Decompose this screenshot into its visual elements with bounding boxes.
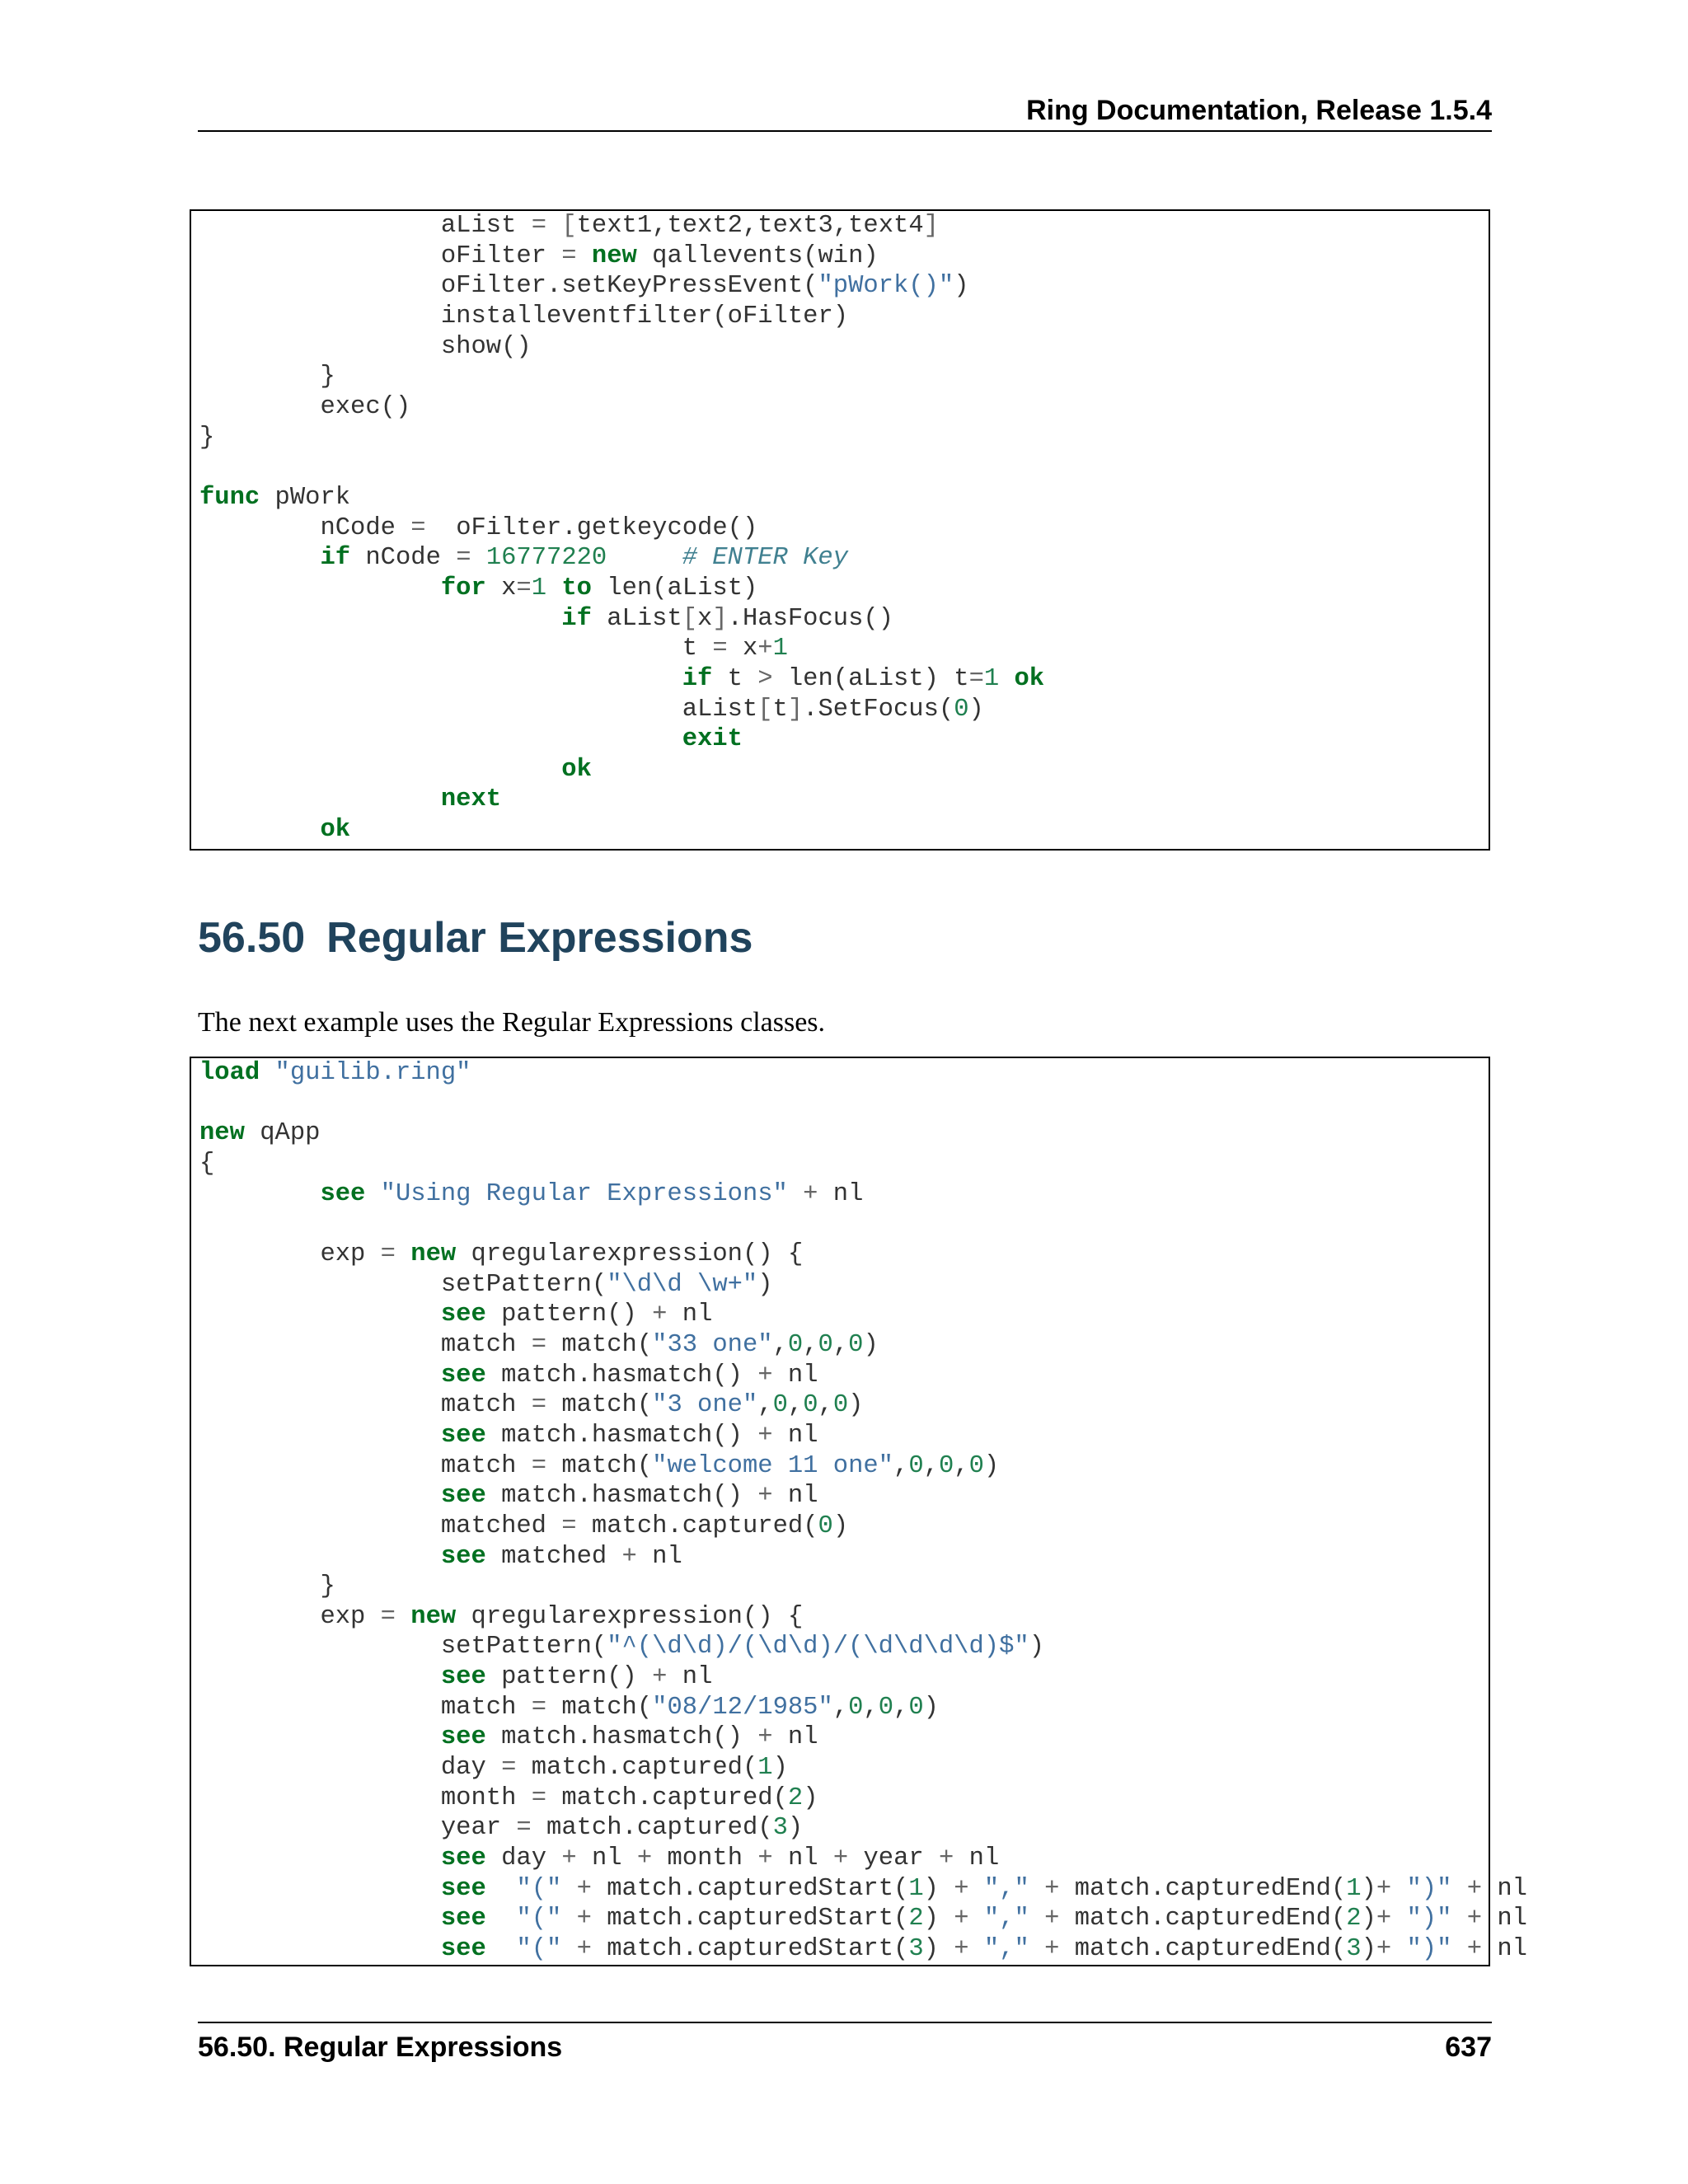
document-title: Ring Documentation, Release 1.5.4 xyxy=(1026,95,1492,126)
code-line: match = match("08/12/1985",0,0,0) xyxy=(440,1693,939,1722)
code-line: installeventfilter(oFilter) xyxy=(440,302,849,330)
code-line: load "guilib.ring" xyxy=(199,1059,471,1087)
section-title-text: Regular Expressions xyxy=(326,914,753,962)
code-line: show() xyxy=(440,332,532,361)
code-line: for x=1 to len(aList) xyxy=(440,574,758,602)
code-line: see "Using Regular Expressions" + nl xyxy=(320,1179,864,1208)
page-header xyxy=(198,91,1492,132)
code-block-2-content xyxy=(191,1058,1527,1965)
code-line: see match.hasmatch() + nl xyxy=(440,1421,818,1450)
code-line: see pattern() + nl xyxy=(440,1663,713,1692)
code-line: exp = new qregularexpression() { xyxy=(320,1602,804,1631)
code-line: } xyxy=(199,423,215,452)
code-block-2 xyxy=(190,1057,1527,1966)
page-footer xyxy=(198,2022,1492,2064)
code-line: see "(" + match.capturedStart(3) + "," + match.capturedEnd(3)+ ")" + nl xyxy=(440,1935,1527,1964)
code-line: ok xyxy=(320,816,351,845)
code-line: see matched + nl xyxy=(440,1542,682,1571)
code-line: match = match("3 one",0,0,0) xyxy=(440,1391,864,1420)
code-line: if aList[x].HasFocus() xyxy=(561,604,894,633)
code-line: see match.hasmatch() + nl xyxy=(440,1482,818,1511)
code-line: oFilter = new qallevents(win) xyxy=(440,241,879,270)
code-line: setPattern("\d\d \w+") xyxy=(440,1270,773,1299)
code-line: ok xyxy=(561,755,592,784)
code-line: func pWork xyxy=(199,483,351,512)
footer-section-link[interactable]: 56.50. Regular Expressions xyxy=(198,2032,563,2063)
code-line: see match.hasmatch() + nl xyxy=(440,1723,818,1752)
code-line: nCode = oFilter.getkeycode() xyxy=(320,513,758,542)
code-line: setPattern("^(\d\d)/(\d\d)/(\d\d\d\d)$") xyxy=(440,1633,1044,1661)
code-line: month = match.captured(2) xyxy=(440,1783,818,1812)
code-line: aList[t].SetFocus(0) xyxy=(682,695,984,724)
code-line: } xyxy=(320,363,335,391)
code-line: { xyxy=(199,1149,215,1178)
code-line: exit xyxy=(682,725,743,754)
code-line: if t > len(aList) t=1 ok xyxy=(682,664,1045,693)
intro-paragraph: The next example uses the Regular Expressions classes. xyxy=(198,1007,826,1038)
code-line: exec() xyxy=(320,392,411,421)
code-line: exp = new qregularexpression() { xyxy=(320,1240,804,1268)
code-line: oFilter.setKeyPressEvent("pWork()") xyxy=(440,272,969,301)
code-line: aList = [text1,text2,text3,text4] xyxy=(440,212,939,240)
code-line: next xyxy=(440,785,502,814)
code-line: matched = match.captured(0) xyxy=(440,1511,849,1540)
page-number: 637 xyxy=(1445,2032,1492,2063)
code-line: if nCode = 16777220 # ENTER Key xyxy=(320,544,849,573)
code-line: day = match.captured(1) xyxy=(440,1754,788,1783)
code-line: year = match.captured(3) xyxy=(440,1814,804,1843)
code-line: match = match("welcome 11 one",0,0,0) xyxy=(440,1451,1000,1480)
code-line: match = match("33 one",0,0,0) xyxy=(440,1330,879,1359)
section-number: 56.50 xyxy=(198,914,306,962)
code-line: t = x+1 xyxy=(682,635,788,663)
code-line: see match.hasmatch() + nl xyxy=(440,1361,818,1390)
code-block-1 xyxy=(190,209,1490,851)
code-block-1-content xyxy=(191,211,1489,846)
code-line: see pattern() + nl xyxy=(440,1301,713,1329)
code-line: } xyxy=(320,1572,335,1601)
code-line: see day + nl + month + nl + year + nl xyxy=(440,1844,1000,1873)
code-line: see "(" + match.capturedStart(2) + "," + match.capturedEnd(2)+ ")" + nl xyxy=(440,1905,1527,1933)
code-line: new qApp xyxy=(199,1119,321,1148)
code-line: see "(" + match.capturedStart(1) + "," + match.capturedEnd(1)+ ")" + nl xyxy=(440,1874,1527,1903)
section-heading xyxy=(198,913,753,963)
